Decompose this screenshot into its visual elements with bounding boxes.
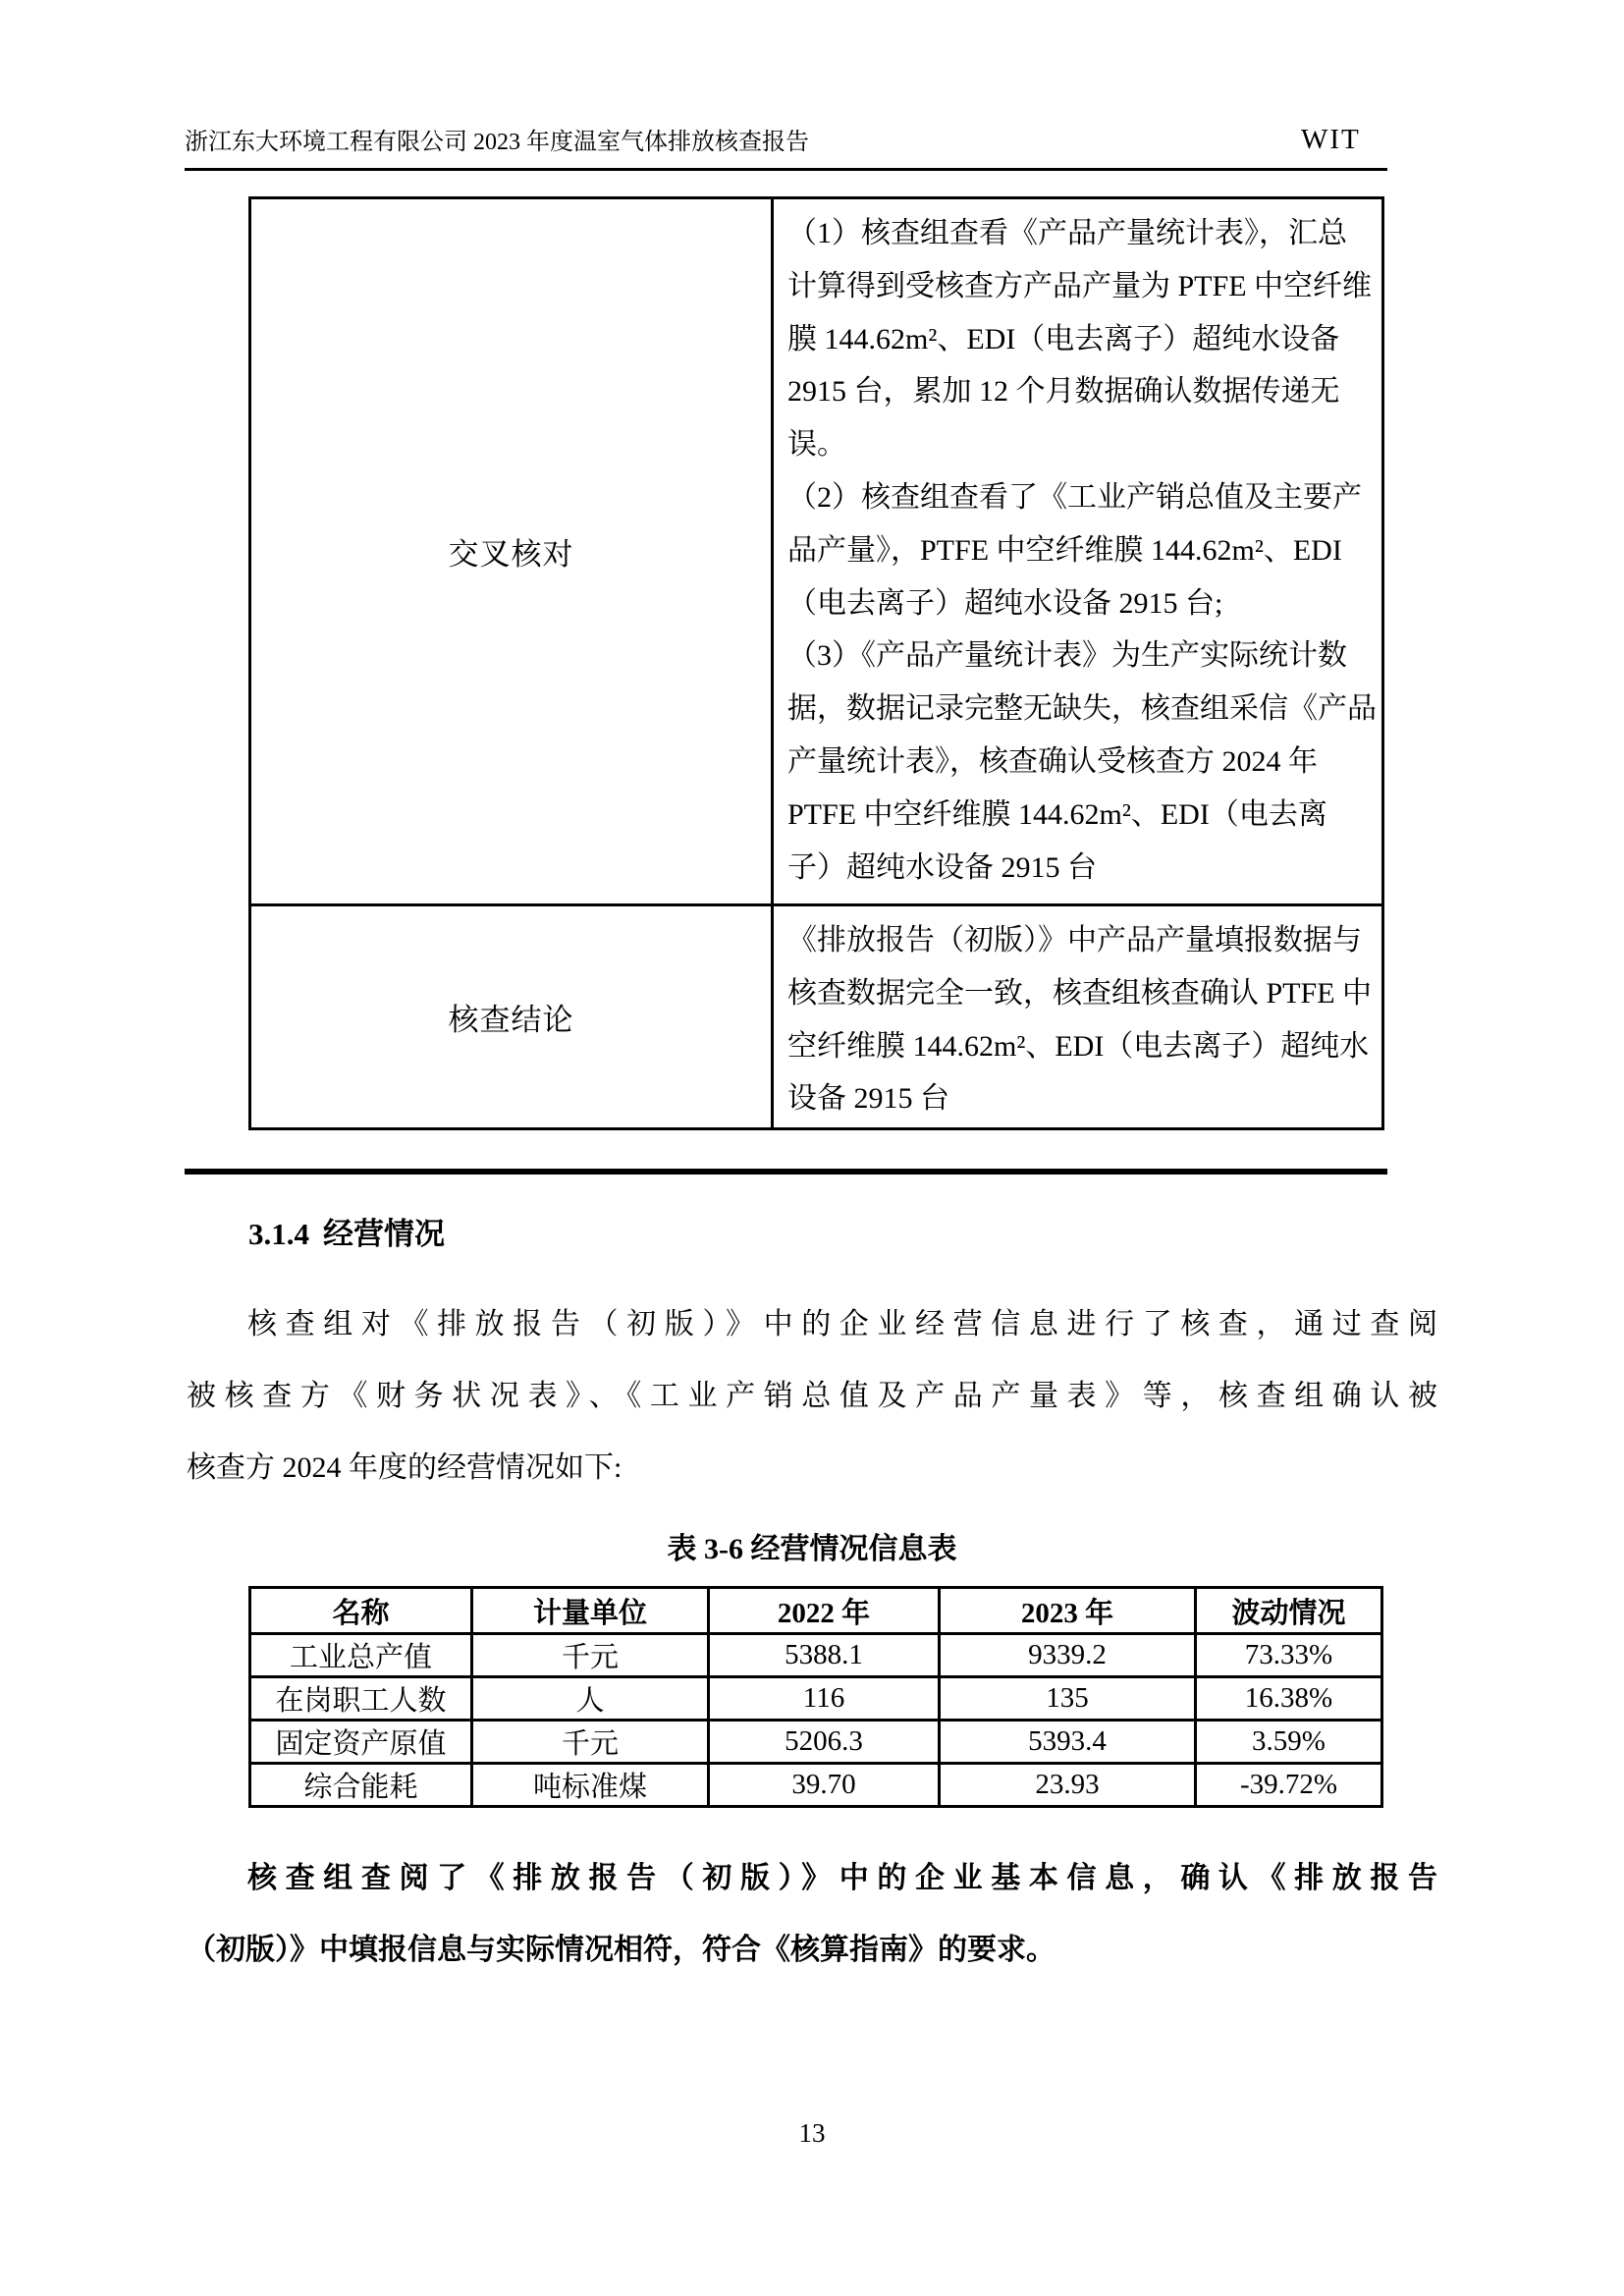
column-header-unit: 计量单位: [472, 1588, 709, 1634]
column-header-fluctuation: 波动情况: [1196, 1588, 1382, 1634]
content-line: （电去离子）超纯水设备 2915 台;: [787, 586, 1223, 620]
verification-table: [248, 196, 1384, 1130]
table-cell: 5388.1: [709, 1634, 940, 1677]
header-logo: WIT: [1301, 124, 1361, 155]
page-number: 13: [798, 2118, 826, 2148]
header-rule: [185, 168, 1387, 171]
content-line: 误。: [787, 428, 846, 462]
content-line: 产量统计表》，核查确认受核查方 2024 年: [787, 744, 1318, 778]
table-cell: 3.59%: [1196, 1721, 1382, 1764]
content-line: 2915 台，累加 12 个月数据确认数据传递无: [787, 375, 1340, 409]
table-cell: 工业总产值: [250, 1634, 472, 1677]
content-line: PTFE 中空纤维膜 144.62m²、EDI（电去离: [787, 797, 1327, 831]
table-cell: 综合能耗: [250, 1764, 472, 1807]
content-line: 膜 144.62m²、EDI（电去离子）超纯水设备: [787, 322, 1340, 355]
cross-check-row-content: [774, 199, 1382, 903]
column-header-2023: 2023 年: [940, 1588, 1196, 1634]
conclusion-paragraph: [187, 1842, 1437, 1986]
table-cell: 人: [472, 1677, 709, 1721]
paragraph-line: 核查组查阅了《排放报告（初版）》中的企业基本信息，确认《排放报告: [247, 1862, 1437, 1894]
table-cell: -39.72%: [1196, 1764, 1382, 1807]
paragraph-line: （初版）》中填报信息与实际情况相符，符合《核算指南》的要求。: [187, 1934, 1056, 1966]
table-cell: 5206.3: [709, 1721, 940, 1764]
table-cell: 千元: [472, 1634, 709, 1677]
content-line: 设备 2915 台: [787, 1082, 949, 1116]
content-line: 空纤维膜 144.62m²、EDI（电去离子）超纯水: [787, 1029, 1370, 1063]
paragraph-line: 核查方 2024 年度的经营情况如下:: [187, 1451, 623, 1484]
table-cell: 9339.2: [940, 1634, 1196, 1677]
table-row-fixed-assets: [250, 1721, 1382, 1764]
header-title: 浙江东大环境工程有限公司 2023 年度温室气体排放核查报告: [185, 130, 809, 155]
table-cell: 23.93: [940, 1764, 1196, 1807]
section-number: 3.1.4: [248, 1217, 309, 1251]
table-row-energy-consumption: [250, 1764, 1382, 1807]
business-table-caption: 表 3-6 经营情况信息表: [667, 1533, 957, 1565]
content-line: 子）超纯水设备 2915 台: [787, 850, 1097, 884]
business-info-table: [248, 1586, 1383, 1808]
table-cell: 16.38%: [1196, 1677, 1382, 1721]
table-cell: 5393.4: [940, 1721, 1196, 1764]
section-heading: [248, 1217, 445, 1252]
conclusion-row-content: [774, 906, 1381, 1127]
content-line: （2）核查组查看了《工业产销总值及主要产: [787, 480, 1362, 514]
table-cell: 在岗职工人数: [250, 1677, 472, 1721]
business-table-header-row: [250, 1588, 1382, 1634]
table-cell: 116: [709, 1677, 940, 1721]
cross-check-row: [251, 199, 1381, 906]
table-cell: 39.70: [709, 1764, 940, 1807]
table-row-employees: [250, 1677, 1382, 1721]
column-header-name: 名称: [250, 1588, 472, 1634]
content-line: （3）《产品产量统计表》为生产实际统计数: [787, 639, 1347, 673]
paragraph-line: 被核查方《财务状况表》、《工业产销总值及产品产量表》等，核查组确认被: [187, 1380, 1437, 1412]
section-title: 经营情况: [323, 1217, 445, 1251]
content-line: 品产量》，PTFE 中空纤维膜 144.62m²、EDI: [787, 533, 1342, 567]
table-cell: 吨标准煤: [472, 1764, 709, 1807]
content-line: 据，数据记录完整无缺失，核查组采信《产品: [787, 692, 1377, 726]
business-intro-paragraph: [187, 1288, 1437, 1503]
content-line: 《排放报告（初版）》中产品产量填报数据与: [787, 924, 1362, 957]
table-cell: 135: [940, 1677, 1196, 1721]
content-line: 计算得到受核查方产品产量为 PTFE 中空纤维: [787, 269, 1373, 302]
conclusion-row: [251, 906, 1381, 1127]
table-row-industrial-output: [250, 1634, 1382, 1677]
conclusion-row-label: 核查结论: [251, 906, 774, 1127]
column-header-2022: 2022 年: [709, 1588, 940, 1634]
content-line: 核查数据完全一致，核查组核查确认 PTFE 中: [787, 976, 1373, 1010]
section-divider-rule: [185, 1169, 1387, 1175]
table-cell: 千元: [472, 1721, 709, 1764]
content-line: （1）核查组查看《产品产量统计表》，汇总: [787, 217, 1347, 249]
paragraph-line: 核查组对《排放报告（初版）》中的企业经营信息进行了核查，通过查阅: [247, 1308, 1437, 1340]
table-cell: 73.33%: [1196, 1634, 1382, 1677]
cross-check-row-label: 交叉核对: [251, 199, 774, 903]
table-cell: 固定资产原值: [250, 1721, 472, 1764]
